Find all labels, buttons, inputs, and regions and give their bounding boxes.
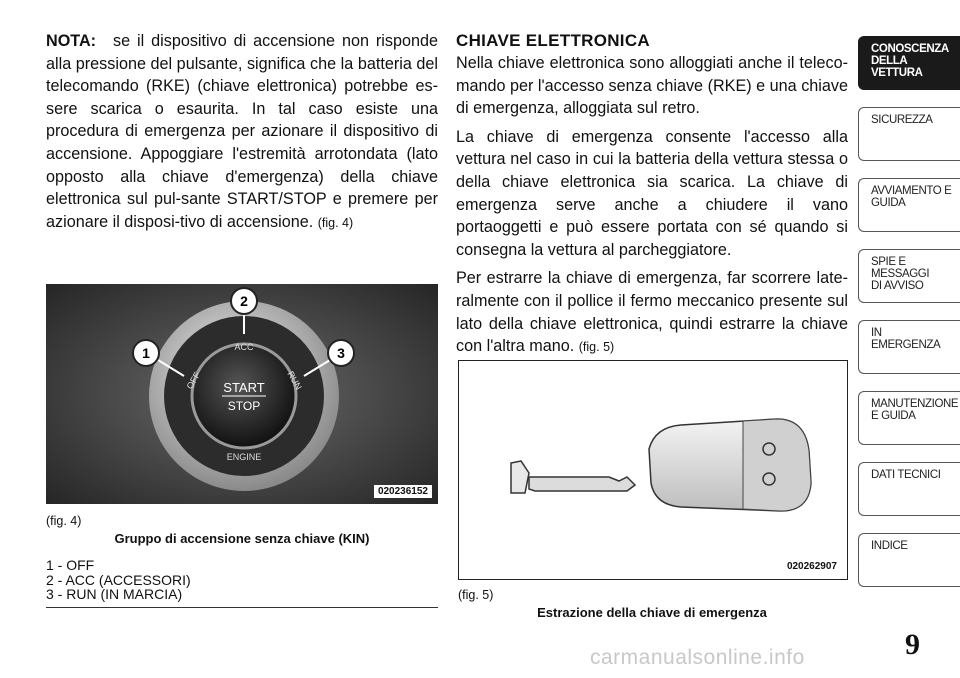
tab-label: DATI TECNICI <box>871 469 941 481</box>
ring-label-engine: ENGINE <box>226 452 262 462</box>
tab-label: IN EMERGENZA <box>871 327 941 351</box>
left-text-column <box>46 30 438 240</box>
ring-label-run: RUN <box>285 369 304 392</box>
legend-item: 1 - OFF <box>46 557 95 573</box>
tab-spie-e-messaggi[interactable] <box>858 249 960 303</box>
callout-3-number: 3 <box>337 345 345 361</box>
emergency-key-illustration <box>459 361 847 579</box>
ring-label-acc: ACC <box>234 342 254 352</box>
tab-manutenzione[interactable] <box>858 391 960 445</box>
paragraph-3-text: Per estrarre la chiave di emergenza, far scorrere late-ralmente con il pollice il fermo meccanico presente sul lato della chiave elettronica, quindi estrarre la chiave con l'altra mano. <box>456 269 848 356</box>
tab-label: SPIE E MESSAGGI DI AVVISO <box>871 256 930 292</box>
figure-tag: (fig. 4) <box>46 514 82 528</box>
legend-item: 2 - ACC (ACCESSORI) <box>46 571 191 588</box>
paragraph-3-figref: (fig. 5) <box>578 340 615 355</box>
callout-1-number: 1 <box>142 345 150 361</box>
tab-label: SICUREZZA <box>871 114 933 126</box>
section-heading: CHIAVE ELETTRONICA <box>456 31 650 50</box>
nota-text: se il dispositivo di accensione non risponde alla pressione del pulsante, significa che la batteria del telecomando (RKE) (chiave elettronica) potrebbe es-sere scarica o esaurita. In tal caso esiste una procedura di emergenza per azionare il dispositivo di accensione. Appoggiare l'estremità arrotondata (lato opposto alla chiave d'emergenza) della chiave elettronica sul pul-sante START/STOP e premere per azionare il disposi-tivo di accensione. <box>46 32 439 231</box>
paragraph-1: Nella chiave elettronica sono alloggiati anche il teleco-mando per l'accesso senza chiave (RKE) e una chiave di emergenza, alloggiata sul retro. <box>456 54 848 118</box>
tab-conoscenza-della-vettura[interactable] <box>858 36 960 90</box>
emergency-key-head <box>511 461 529 493</box>
nota-figref: (fig. 4) <box>317 215 354 230</box>
figure-legend <box>46 558 191 602</box>
tab-in-emergenza[interactable] <box>858 320 960 374</box>
tab-label: MANUTENZIONE E GUIDA <box>871 398 959 422</box>
key-fob-button-panel <box>743 419 811 511</box>
nota-paragraph <box>46 30 438 234</box>
ignition-switch-illustration <box>46 284 438 504</box>
legend-item: 3 - RUN (IN MARCIA) <box>46 586 183 602</box>
chapter-tabs <box>858 36 960 604</box>
figure-tag: (fig. 5) <box>458 588 494 602</box>
figure-code: 020262907 <box>783 560 841 573</box>
emergency-key-blade <box>529 477 635 491</box>
tab-avviamento-e-guida[interactable] <box>858 178 960 232</box>
callout-2-number: 2 <box>240 293 248 309</box>
tab-indice[interactable] <box>858 533 960 587</box>
nota-label: NOTA: <box>46 32 97 50</box>
button-stop-label: STOP <box>227 399 261 413</box>
figure-emergency-key <box>458 360 848 580</box>
page-number: 9 <box>905 628 920 661</box>
tab-dati-tecnici[interactable] <box>858 462 960 516</box>
paragraph-3 <box>456 267 848 358</box>
right-text-column <box>456 30 848 365</box>
tab-label: INDICE <box>871 540 908 552</box>
legend-divider <box>46 607 438 608</box>
ring-label-off: OFF <box>184 370 203 391</box>
watermark: carmanualsonline.info <box>590 646 805 669</box>
tab-label: CONOSCENZA DELLA VETTURA <box>871 43 949 79</box>
paragraph-2: La chiave di emergenza consente l'accesso alla vettura nel caso in cui la batteria della vettura stessa o della chiave elettronica sia scarica. La chiave di emergenza serve anche a chiudere il vano portaoggetti e può essere portata con sé quando si consegna la vettura al parcheggiatore. <box>456 127 848 259</box>
figure-code: 020236152 <box>374 485 432 498</box>
button-start-label: START <box>223 380 265 395</box>
figure-ignition-switch <box>46 284 438 504</box>
tab-sicurezza[interactable] <box>858 107 960 161</box>
figure-caption: Estrazione della chiave di emergenza <box>537 605 767 620</box>
tab-label: AVVIAMENTO E GUIDA <box>871 185 952 209</box>
figure-caption: Gruppo di accensione senza chiave (KIN) <box>114 531 370 546</box>
